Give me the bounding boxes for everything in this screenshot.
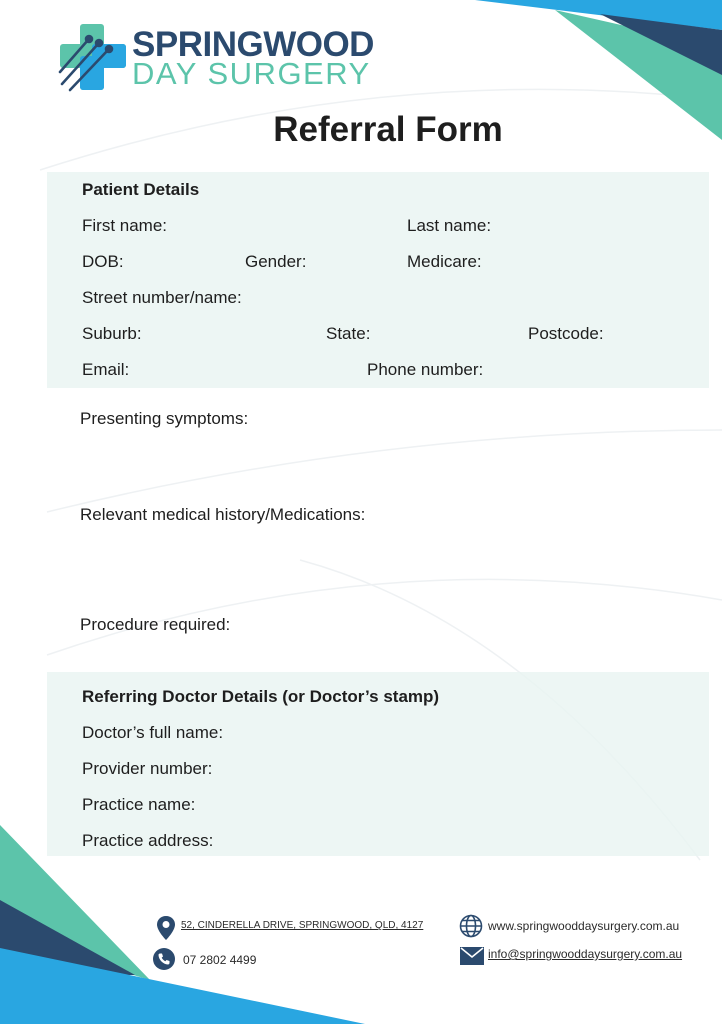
suburb-field[interactable]: Suburb: (82, 324, 142, 343)
envelope-icon (460, 947, 484, 965)
patient-details-panel (47, 172, 709, 388)
footer-website[interactable]: www.springwooddaysurgery.com.au (488, 919, 680, 933)
footer-email[interactable]: info@springwooddaysurgery.com.au (488, 947, 683, 961)
dob-field[interactable]: DOB: (82, 252, 124, 271)
gender-field[interactable]: Gender: (245, 252, 307, 271)
practice-name-field[interactable]: Practice name: (82, 795, 196, 814)
footer-address: 52, CINDERELLA DRIVE, SPRINGWOOD, QLD, 4127 (181, 920, 424, 931)
state-field[interactable]: State: (326, 324, 371, 343)
email-field[interactable]: Email: (82, 360, 130, 379)
phone-icon (153, 948, 175, 970)
practice-address-field[interactable]: Practice address: (82, 831, 214, 850)
globe-icon (459, 914, 483, 938)
logo (58, 22, 418, 94)
procedure-required-field[interactable]: Procedure required: (80, 615, 231, 634)
medicare-field[interactable]: Medicare: (407, 252, 482, 271)
brand-name-line1: SPRINGWOOD (132, 25, 374, 64)
page-title: Referral Form (273, 110, 503, 149)
brand-name-line2: DAY SURGERY (132, 56, 371, 91)
doctor-details-heading: Referring Doctor Details (or Doctor’s stamp) (82, 687, 440, 706)
last-name-field[interactable]: Last name: (407, 216, 492, 235)
presenting-symptoms-field[interactable]: Presenting symptoms: (80, 409, 249, 428)
map-pin-icon (156, 915, 176, 941)
provider-number-field[interactable]: Provider number: (82, 759, 213, 778)
medical-cross-icon (58, 22, 128, 92)
street-field[interactable]: Street number/name: (82, 288, 242, 307)
postcode-field[interactable]: Postcode: (528, 324, 604, 343)
doctor-full-name-field[interactable]: Doctor’s full name: (82, 723, 224, 742)
patient-details-heading: Patient Details (82, 180, 200, 199)
phone-number-field[interactable]: Phone number: (367, 360, 484, 379)
first-name-field[interactable]: First name: (82, 216, 168, 235)
footer-phone: 07 2802 4499 (183, 953, 257, 967)
medical-history-field[interactable]: Relevant medical history/Medications: (80, 505, 366, 524)
